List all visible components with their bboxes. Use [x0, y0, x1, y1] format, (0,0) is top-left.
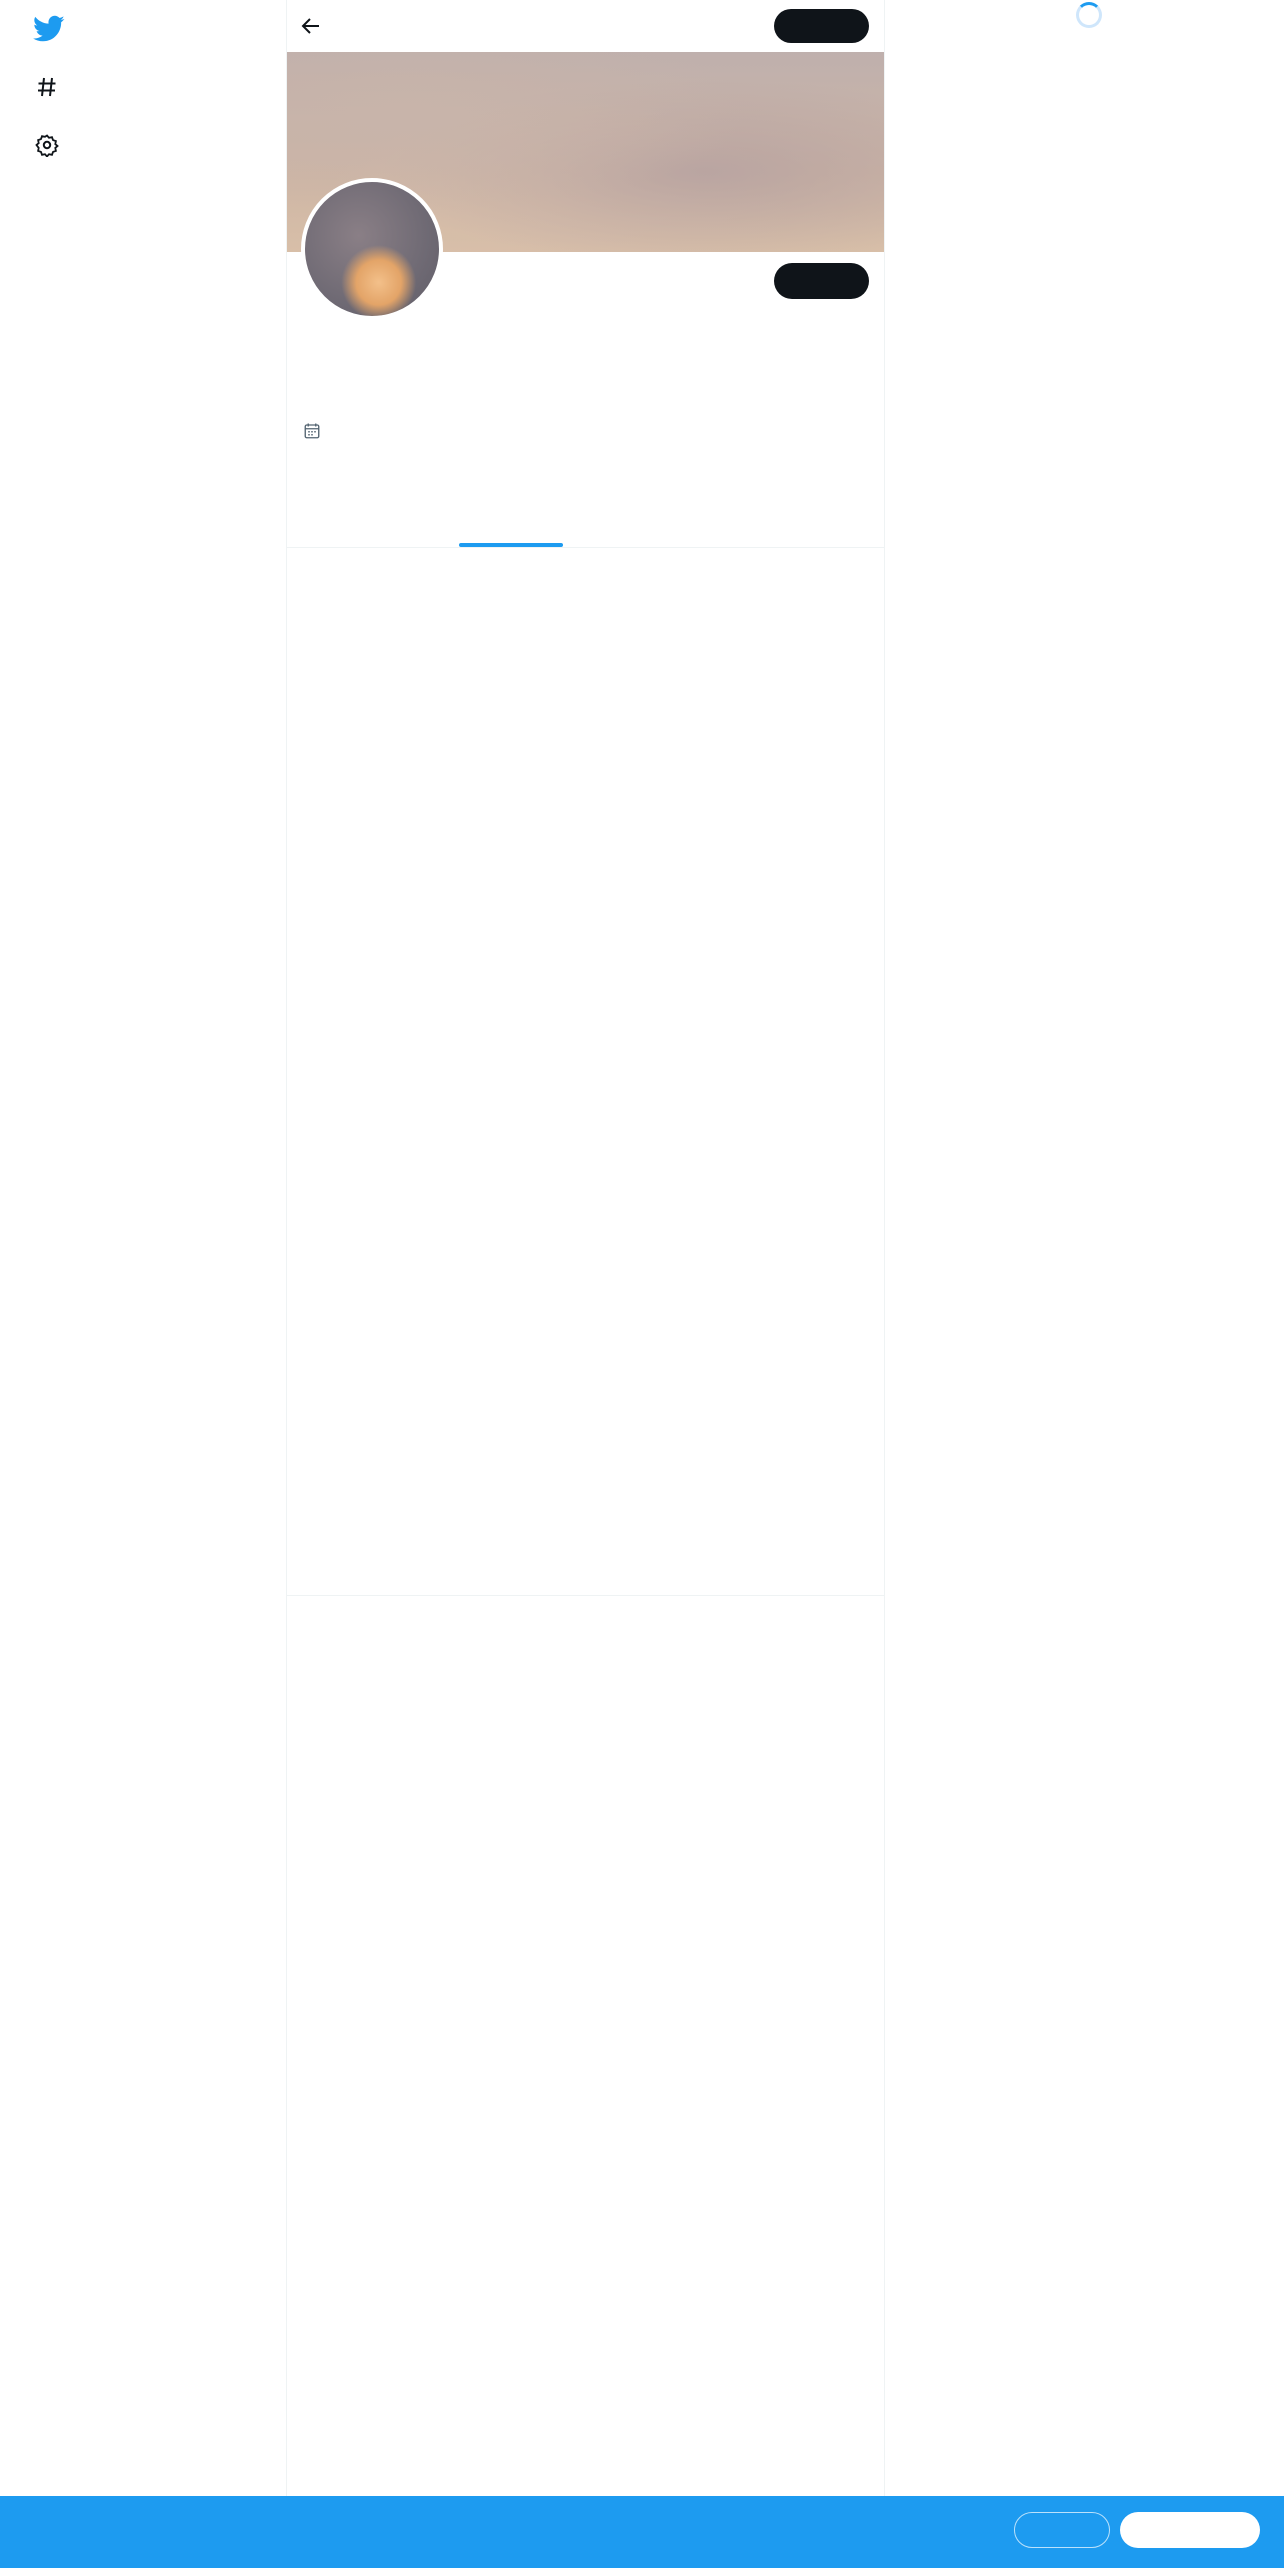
login-button[interactable]: [1014, 2512, 1110, 2548]
nav-settings[interactable]: [33, 125, 81, 165]
recommended-topics: [287, 1276, 884, 1596]
profile-header-bar: [287, 0, 884, 52]
signup-button[interactable]: [1120, 2512, 1260, 2548]
profile-column: [286, 0, 885, 2568]
tab-tweets[interactable]: [287, 495, 436, 547]
nav-explore[interactable]: [33, 67, 81, 107]
profile-joined: [303, 422, 327, 440]
hashtag-icon: [33, 73, 61, 101]
header-follow-button[interactable]: [774, 9, 869, 43]
gear-icon: [33, 131, 61, 159]
tab-likes[interactable]: [735, 495, 884, 547]
loading-spinner-icon: [1076, 2, 1102, 28]
profile-avatar[interactable]: [301, 178, 443, 320]
profile-stats: [303, 455, 321, 473]
profile-follow-button[interactable]: [774, 263, 869, 299]
tab-tweets-and-replies[interactable]: [436, 495, 585, 547]
signup-banner: [0, 2496, 1284, 2568]
profile-tabs: [287, 495, 884, 548]
calendar-icon: [303, 422, 321, 440]
twitter-logo-icon[interactable]: [33, 15, 65, 43]
back-arrow-icon[interactable]: [299, 14, 323, 38]
tab-media[interactable]: [586, 495, 735, 547]
